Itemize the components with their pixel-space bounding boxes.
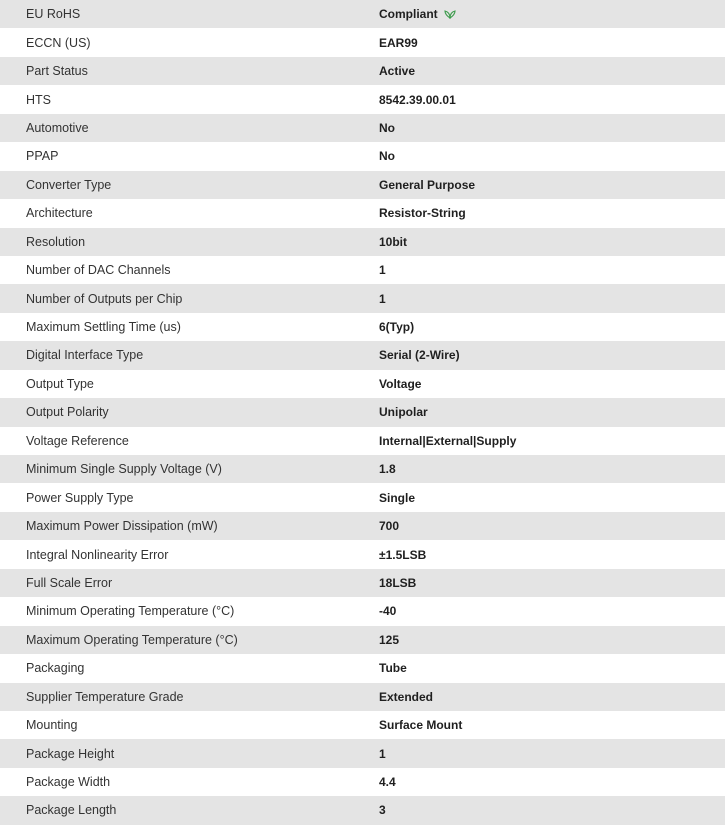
spec-label: Maximum Settling Time (us): [26, 320, 181, 335]
spec-row-digital-interface: [0, 341, 725, 369]
spec-value: Serial (2-Wire): [379, 348, 460, 363]
spec-value: Resistor-String: [379, 206, 466, 221]
spec-label: Voltage Reference: [26, 433, 129, 448]
spec-row-resolution: [0, 228, 725, 256]
spec-label: Power Supply Type: [26, 490, 134, 505]
spec-row-package-length: [0, 796, 725, 824]
spec-value: 1: [379, 263, 386, 278]
spec-value: Tube: [379, 661, 407, 676]
spec-label: Output Type: [26, 376, 94, 391]
spec-label: Architecture: [26, 206, 93, 221]
spec-row-package-width: [0, 768, 725, 796]
spec-value: 10bit: [379, 234, 408, 249]
spec-value: 1: [379, 291, 386, 306]
spec-value: 1: [379, 746, 386, 761]
spec-row-mounting: [0, 711, 725, 739]
spec-value: Surface Mount: [379, 718, 463, 733]
spec-row-package-height: [0, 739, 725, 767]
spec-label: Resolution: [26, 234, 86, 249]
spec-row-eu-rohs: [0, 0, 725, 28]
spec-row-settling-time: [0, 313, 725, 341]
spec-row-converter-type: [0, 171, 725, 199]
spec-row-output-type: [0, 370, 725, 398]
spec-row-architecture: [0, 199, 725, 227]
spec-label: Package Length: [26, 803, 117, 818]
spec-label: Integral Nonlinearity Error: [26, 547, 169, 562]
spec-value: 8542.39.00.01: [379, 92, 456, 107]
spec-row-integral-nonlinearity: [0, 540, 725, 568]
spec-row-eccn: [0, 28, 725, 56]
spec-label: Package Height: [26, 746, 115, 761]
spec-row-outputs-per-chip: [0, 284, 725, 312]
spec-label: ECCN (US): [26, 35, 91, 50]
spec-label: Maximum Operating Temperature (°C): [26, 632, 238, 647]
spec-value: General Purpose: [379, 177, 476, 192]
spec-value-cell: [379, 0, 725, 28]
spec-label: Supplier Temperature Grade: [26, 689, 184, 704]
spec-value: 3: [379, 803, 386, 818]
spec-label: Minimum Single Supply Voltage (V): [26, 462, 222, 477]
spec-row-output-polarity: [0, 398, 725, 426]
spec-label: HTS: [26, 92, 51, 107]
spec-row-full-scale-error: [0, 569, 725, 597]
spec-label: Number of Outputs per Chip: [26, 291, 183, 306]
spec-label: EU RoHS: [26, 7, 81, 22]
spec-value: No: [379, 149, 395, 164]
spec-value: 125: [379, 632, 400, 647]
spec-value: Active: [379, 64, 416, 79]
spec-row-part-status: [0, 57, 725, 85]
spec-label: PPAP: [26, 149, 59, 164]
spec-value: Extended: [379, 689, 434, 704]
spec-row-dac-channels: [0, 256, 725, 284]
spec-value: Compliant: [379, 7, 438, 22]
spec-label: Output Polarity: [26, 405, 109, 420]
spec-label: Minimum Operating Temperature (°C): [26, 604, 235, 619]
spec-value: No: [379, 120, 395, 135]
spec-value: 6(Typ): [379, 320, 415, 335]
spec-label: Packaging: [26, 661, 85, 676]
spec-label: Converter Type: [26, 177, 112, 192]
spec-value: ±1.5LSB: [379, 547, 427, 562]
spec-label: Mounting: [26, 718, 78, 733]
spec-value: Unipolar: [379, 405, 428, 420]
spec-value: -40: [379, 604, 397, 619]
spec-row-min-operating-temp: [0, 597, 725, 625]
spec-label: Package Width: [26, 775, 111, 790]
spec-label: Digital Interface Type: [26, 348, 144, 363]
spec-row-max-power-dissipation: [0, 512, 725, 540]
spec-value: 700: [379, 519, 400, 534]
spec-value: 18LSB: [379, 575, 417, 590]
spec-label: Number of DAC Channels: [26, 263, 171, 278]
spec-label: Full Scale Error: [26, 575, 113, 590]
spec-label: Part Status: [26, 64, 88, 79]
spec-row-temperature-grade: [0, 683, 725, 711]
spec-value: 1.8: [379, 462, 396, 477]
spec-value: Internal|External|Supply: [379, 433, 517, 448]
spec-row-hts: [0, 85, 725, 113]
spec-row-voltage-reference: [0, 427, 725, 455]
spec-value: EAR99: [379, 35, 418, 50]
leaf-icon: [444, 9, 456, 19]
spec-value: Voltage: [379, 376, 422, 391]
spec-row-automotive: [0, 114, 725, 142]
spec-row-max-operating-temp: [0, 626, 725, 654]
spec-row-packaging: [0, 654, 725, 682]
spec-row-power-supply-type: [0, 483, 725, 511]
spec-value: Single: [379, 490, 416, 505]
spec-value: 4.4: [379, 775, 396, 790]
spec-label: Maximum Power Dissipation (mW): [26, 519, 218, 534]
spec-label: Automotive: [26, 120, 89, 135]
spec-row-min-supply-voltage: [0, 455, 725, 483]
spec-row-ppap: [0, 142, 725, 170]
